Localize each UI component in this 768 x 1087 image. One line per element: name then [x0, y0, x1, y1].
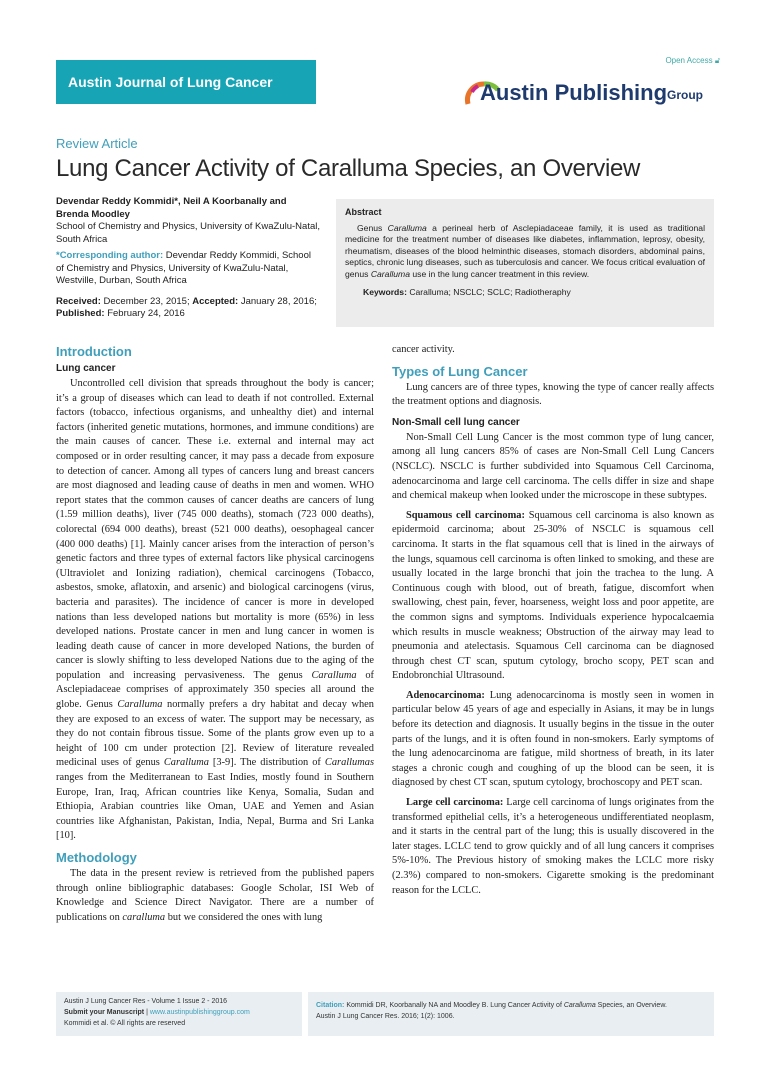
- right-column: [392, 343, 714, 898]
- article-title: Lung Cancer Activity of Caralluma Species, an Overview: [56, 155, 641, 182]
- publisher-logo: Austin Publishing Group: [462, 74, 712, 114]
- footer-citation: [308, 992, 714, 1036]
- footer-journal-info: [56, 992, 302, 1036]
- article-type: Review Article: [56, 136, 138, 151]
- keywords: Keywords: Caralluma; NSCLC; SCLC; Radiotheraphy: [363, 286, 571, 297]
- citation-line: Citation: Kommidi DR, Koorbanally NA and Moodley B. Lung Cancer Activity of Caralluma Species, an Overview.: [316, 1002, 667, 1009]
- footer-journal-line: Austin J Lung Cancer Res - Volume 1 Issue 2 - 2016: [64, 998, 228, 1005]
- continued-text: cancer activity.: [392, 344, 455, 355]
- nsclc-heading: Non-Small cell lung cancer: [392, 416, 520, 428]
- abstract-box: [336, 199, 714, 327]
- journal-banner: Austin Journal of Lung Cancer Research: [56, 60, 316, 104]
- adenocarcinoma-paragraph: Adenocarcinoma: Lung adenocarcinoma is mostly seen in women in particular below 45 years of age and especially in Asians, it may be in lungs before its detection and diagnosis. It usually begins in the tissue in the outer parts of the lungs, and it is often found in non-smokers. Early symptoms of the lung adenocarcinoma are fatigue, mild shortness of breath, in its later stages a chronic cough and coughing of up the blood can be seen, it is diagnosed by chest CT scan, sputum cytology, brochoscopy and PET scan.: [392, 689, 714, 789]
- author-block: [56, 196, 321, 321]
- left-column: [56, 343, 374, 925]
- abstract-text: Genus Caralluma a perineal herb of Asclepiadaceae family, it is used as traditional medicine for the treatment number of diseases like diabetes, inflammation, leprosy, obesity, rheumatism, diseases of the blood helminthic diseases, stomach disorders, abdominal pains, septics, chronic lung diseases, such as tuberculosis and cancer. We focus critical evaluation of genus Caralluma use in the lung cancer treatment in this review.: [345, 222, 705, 279]
- intro-paragraph: Uncontrolled cell division that spreads throughout the body is cancer; it’s a group of diseases which can lead to death if not controlled. External factors (tobacco, infectious organisms, and unhealthy diet) and internal factors (inherited genetic mutations, hormones, and immune conditions) are the main causes of cancer. These i.e. external and internal may act composed or in order resulting cancer, it may pass a decade from exposure to detection of cancer. Among all types of cancers lung and breast cancers are most diagnosed and leading cause of deaths in men and women. WHO report states that the common causes of cancer deaths are cancers of lung (1.59 million deaths), liver (745 000 deaths), stomach (723 000 deaths), colorectal (694 000 deaths), breast (521 000 deaths), oesophageal cancer (400 000 deaths) [1]. Mainly cancer arises from the interaction of person’s genetic factors and three types of external factors like physical carcinogens (Ultraviolet and Ionizing radiation), chemical carcinogens (Tobacco, asbestos, smoke, aflatoxin, and arsenic) and biological carcinogens (virus, bacteria and parasites). The incidence of cancer is more in developed nations than less developed nations but mortality is more (65%) in less developed nations. Prostate cancer in men and lung cancer in women is leading death cause of cancer in more developed Nations, the burden of cancer is slowly shifting to less developed Nations due to the aging of the population and increasing pervasiveness. The genus Caralluma of Asclepiadaceae comprises of approximately 350 species all around the globe. Genus Caralluma normally prefers a dry habitat and decay when they are exposed to an excess of water. The support may be necessary, as they do not contain fibrous tissue. Some of the plants grow even up to a height of 100 cm under protection [2]. Review of literature revealed medicinal uses of genus Caralluma [3-9]. The distribution of Carallumas ranges from the Mediterranean to East Indies, mostly found in Southern Europe, Iran, Iraq, African countries like Kenya, Somalia, Sudan and Ethiopia, Arabian countries like Oman, UAE and Yemen and Asian countries like Afghanistan, Pakistan, India, Nepal, Burma and Sri Lanka [10].: [56, 378, 374, 842]
- citation-reference: Austin J Lung Cancer Res. 2016; 1(2): 1006.: [316, 1013, 455, 1020]
- abstract-heading: Abstract: [345, 207, 382, 217]
- methodology-heading: Methodology: [56, 850, 137, 865]
- squamous-paragraph: Squamous cell carcinoma: Squamous cell carcinoma is also known as epidermoid carcinoma; about 25-30% of NSCLC is squamous cell carcinoma. It starts in the flat squamous cell that is lined in the airways of the lungs, squamous cell carcinoma is often linked to smoking, and these are usually located in the large bronchi that join the trachea to the lung. A Continuous cough with blood, out of breath, fatigue, discomfort when swallowing, chest pain, fever, hoarseness, weight loss and poor appetite, are the common signs and symptoms. Individuals experience hypocalcaemia which results in muscle weakness; Obstruction of the airway may lead to pneumonia and atelectasis. Squamous Cell carcinoma can be diagnosed through chest CT scan, sputum cytology, brocho scopy, PET scan and Endobronchial Ultrasound.: [392, 509, 714, 682]
- introduction-heading: Introduction: [56, 344, 132, 359]
- methodology-paragraph: The data in the present review is retrieved from the published papers through online bibliographic databases: Google Scholar, ISI Web of Knowledge and Science Direct Navigator. There are a number of publications on caralluma but we considered the ones with lung: [56, 868, 374, 923]
- author-names: Devendar Reddy Kommidi*, Neil A Koorbanally and Brenda Moodley: [56, 196, 287, 220]
- open-access-label: Open Access 🔓︎: [665, 56, 720, 65]
- unlock-icon: 🔓︎: [714, 56, 720, 65]
- types-heading: Types of Lung Cancer: [392, 363, 528, 379]
- publication-dates: Received: December 23, 2015; Accepted: January 28, 2016; Published: February 24, 2016: [56, 295, 317, 319]
- footer-rights: Kommidi et al. © All rights are reserved: [64, 1020, 186, 1027]
- large-cell-paragraph: Large cell carcinoma: Large cell carcinoma of lungs originates from the transformed epithelial cells, it’s a heterogeneous undifferentiated neoplasm, and it starts in the central part of the lung; this is usually discovered in the later stages. LCLC tend to grow quickly and of all lung cancers it comprises 5%-10%. The Previous history of smoking makes the LCLC more risky (2.3%) compared to non-smokers. Cigarette smoking is the predominant reason for the LCLC.: [392, 797, 714, 896]
- affiliation: School of Chemistry and Physics, University of KwaZulu-Natal, South Africa: [56, 221, 320, 245]
- lung-cancer-heading: Lung cancer: [56, 363, 116, 374]
- nsclc-paragraph: Non-Small Cell Lung Cancer is the most common type of lung cancer, among all lung cancers 85% of cases are Non-Small Cell Lung Cancers (NSCLC). NSCLC is further subdivided into Squamous Cell Carcinoma, adenocarcinoma and large cell carcinoma. The cells differ in size and shape and chemical makeup when looked under the microscope in these subtypes.: [392, 431, 714, 502]
- footer-submit: Submit your Manuscript | www.austinpublishinggroup.com: [64, 1009, 250, 1016]
- corresponding-author: *Corresponding author: Devendar Reddy Kommidi, School of Chemistry and Physics, University of KwaZulu-Natal, Westville, Durban, South Africa: [56, 250, 311, 286]
- types-paragraph: Lung cancers are of three types, knowing the type of cancer really affects the treatment options and diagnosis.: [392, 381, 714, 408]
- publisher-website-link[interactable]: www.austinpublishinggroup.com: [149, 1009, 250, 1016]
